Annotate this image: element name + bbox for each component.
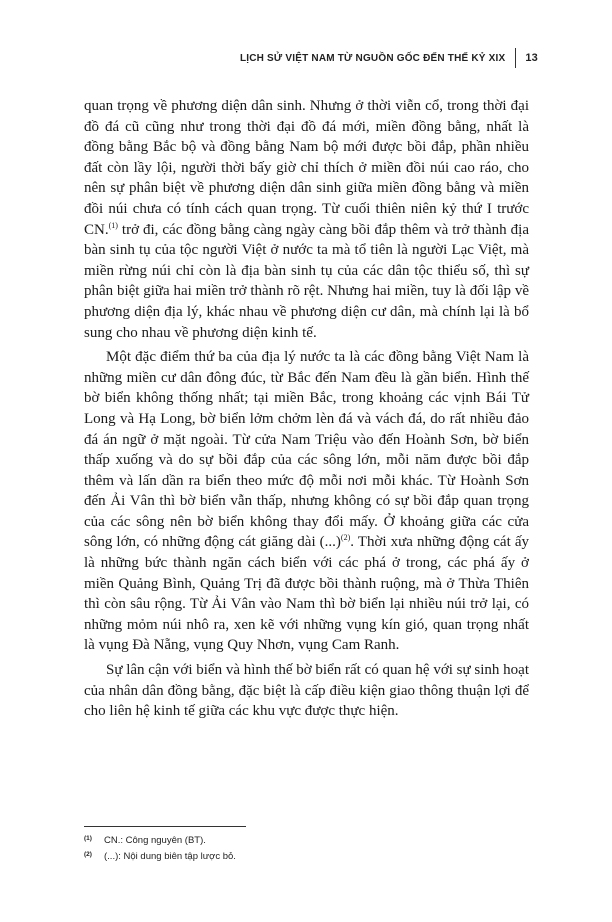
footnote-2 xyxy=(84,849,529,865)
footnotes xyxy=(84,833,529,865)
paragraph-2-text-a: Một đặc điểm thứ ba của địa lý nước ta là các đồng bằng Việt Nam là những miền cư dân đông đúc, từ Bắc đến Nam đều là gần biển. Hình thế bờ biển không thống nhất; tại miền Bắc, trong khoảng các vịnh Bái Tử Long và Hạ Long, bờ biển lởm chởm lèn đá và vách đá, do rất nhiều đảo đá án ngữ ở mặt ngoài. Từ cửa Nam Triệu vào đến Hoành Sơn, bờ biển thấp xuống và do sự bồi đắp của các sông lớn, mỗi năm được bồi đắp thêm và lấn dần ra biển theo mức độ mỗi nơi mỗi khác. Từ Hoành Sơn đến Ải Vân thì bờ biển vẫn thấp, nhưng không có sự bồi đắp quan trọng của các sông nên bờ biển không thay đổi mấy. Ở khoảng giữa các cửa sông lớn, có những động cát giăng dài (...) xyxy=(84,349,529,551)
running-title: LỊCH SỬ VIỆT NAM TỪ NGUỒN GỐC ĐẾN THẾ KỶ XIX xyxy=(239,52,506,64)
footnote-ref-1: (1) xyxy=(108,220,118,230)
paragraph-1-text-b: trở đi, các đồng bằng càng ngày càng bồi đắp thêm và trở thành địa bàn sinh tụ của tộc người Việt ở nước ta mà tổ tiên là người Lạc Việt, mà miền rừng núi chỉ còn là địa bàn sinh tụ của các dân tộc thiểu số, thì sự phân biệt giữa hai miền trở thành rõ rệt. Nhưng hai miền, tuy là đối lập về phương diện địa lý, khác nhau về phương diện cư dân, mà chính lại là bổ sung cho nhau về phương diện kinh tế. xyxy=(84,221,529,341)
footnote-2-text: (...): Nội dung biên tập lược bỏ. xyxy=(104,851,236,862)
paragraph-1 xyxy=(84,96,529,343)
paragraph-1-text-a: quan trọng về phương diện dân sinh. Nhưng ở thời viễn cổ, trong thời đại đồ đá cũ cũng như trong thời đại đồ đá mới, miền đồng bằng, nhất là đồng bằng Bắc bộ và đồng bằng Nam bộ mới được bồi đắp, phần nhiều đất còn lầy lội, người thời bấy giờ chỉ thích ở miền đồi núi cao ráo, cho nên sự phân biệt về phương diện dân sinh giữa miền đồng bằng và miền đồi núi chưa có tính cách quan trọng. Từ cuối thiên niên kỷ thứ I trước CN. xyxy=(84,98,529,238)
running-header xyxy=(240,48,538,68)
paragraph-3 xyxy=(84,660,529,722)
paragraph-2 xyxy=(84,347,529,656)
footnote-2-mark: (2) xyxy=(84,851,92,858)
paragraph-3-text: Sự lân cận với biển và hình thế bờ biển rất có quan hệ với sự sinh hoạt của nhân dân đồng bằng, đặc biệt là cấp điều kiện giao thông thuận lợi để cho liên hệ kinh tế giữa các khu vực được thực hiện. xyxy=(84,662,529,720)
footnote-divider xyxy=(84,826,246,827)
footnote-1-mark: (1) xyxy=(84,835,92,842)
header-divider xyxy=(515,48,516,68)
footnote-1 xyxy=(84,833,529,849)
paragraph-2-text-b: . Thời xưa những động cát ấy là những bức thành ngăn cách biển với các phá ở trong, các phá ấy ở miền Quảng Bình, Quảng Trị đã được bồi thành ruộng, mà ở Thừa Thiên thì còn sâu rộng. Từ Ải Vân vào Nam thì bờ biển lại nhiều núi trở lại, có những mỏm núi nhô ra, xen kẽ với những vụng kín gió, quan trọng nhất là vụng Đà Nẵng, vụng Quy Nhơn, vụng Cam Ranh. xyxy=(84,534,529,654)
footnote-1-text: CN.: Công nguyên (BT). xyxy=(104,835,206,846)
page-number: 13 xyxy=(525,52,538,64)
main-text xyxy=(84,96,529,722)
footnote-ref-2: (2) xyxy=(340,533,351,543)
